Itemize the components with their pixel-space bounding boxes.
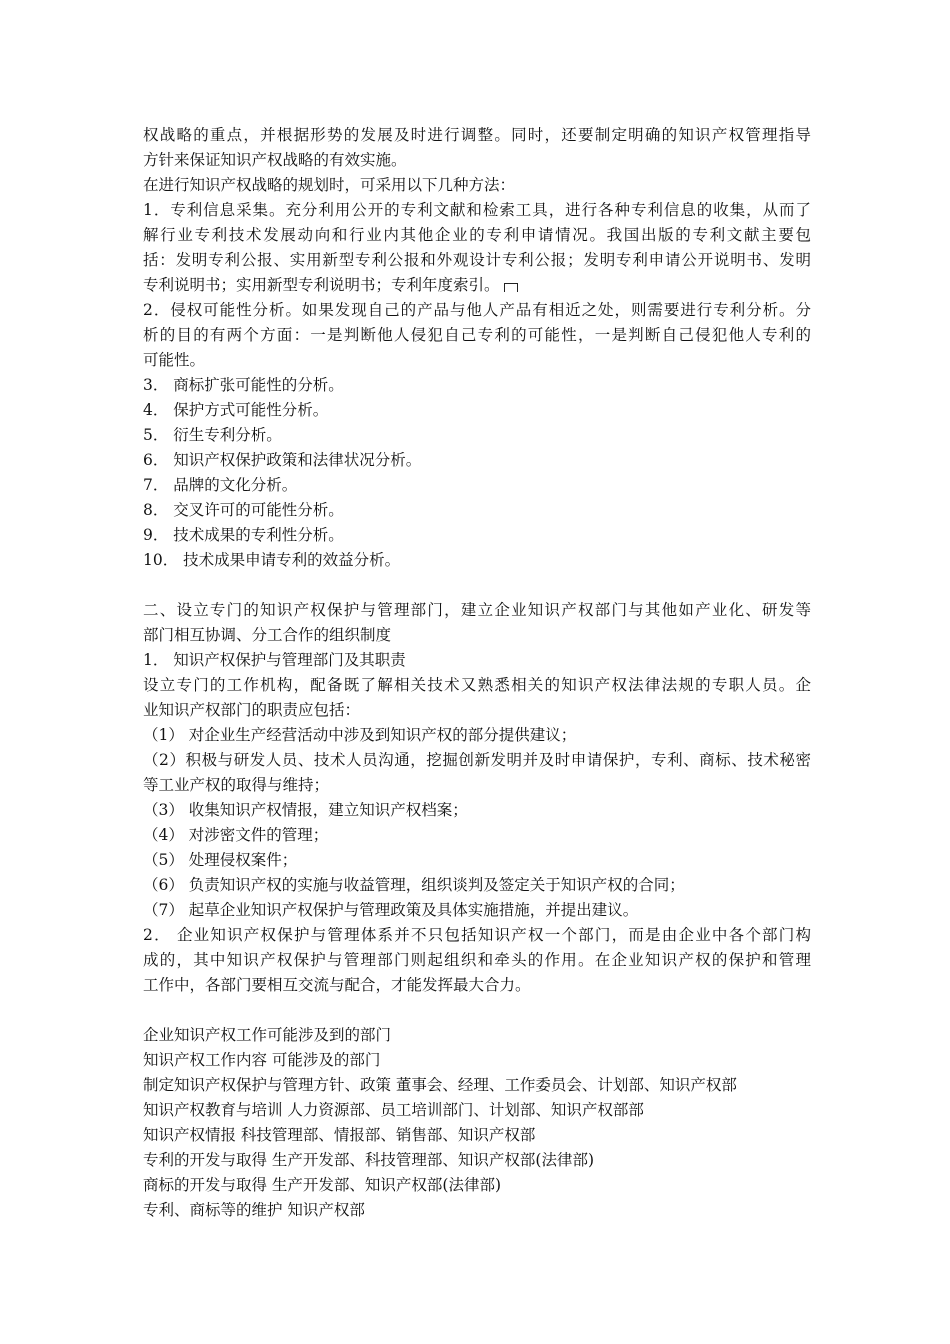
section-2-heading-line: 部门相互协调、分工合作的组织制度 (143, 626, 392, 644)
subsection-2-line: 工作中，各部门要相互交流与配合，才能发挥最大合力。 (143, 976, 531, 994)
duty-item-1: （1） 对企业生产经营活动中涉及到知识产权的部分提供建议； (143, 726, 577, 744)
duty-item-4: （4） 对涉密文件的管理； (143, 826, 329, 844)
method-item-5: 5． 衍生专利分析。 (143, 426, 282, 444)
table-row: 专利的开发与取得 生产开发部、科技管理部、知识产权部(法律部) (143, 1151, 595, 1169)
duty-item-2-line: 等工业产权的取得与维持； (143, 776, 330, 794)
subsection-2-line: 2． 企业知识产权保护与管理体系并不只包括知识产权一个部门，而是由企业中各个部门构 (143, 926, 811, 944)
subsection-1-title: 1． 知识产权保护与管理部门及其职责 (143, 651, 406, 669)
duty-item-2-line: （2）积极与研发人员、技术人员沟通，挖掘创新发明并及时申请保护，专利、商标、技术秘密 (143, 751, 811, 769)
table-row: 知识产权情报 科技管理部、情报部、销售部、知识产权部 (143, 1126, 536, 1144)
duty-item-3: （3） 收集知识产权情报，建立知识产权档案； (143, 801, 468, 819)
intro-line: 方针来保证知识产权战略的有效实施。 (143, 151, 407, 169)
duty-item-6: （6） 负责知识产权的实施与收益管理，组织谈判及签定关于知识产权的合同； (143, 876, 685, 894)
subsection-1-body-line: 业知识产权部门的职责应包括： (143, 701, 361, 719)
blank-line (143, 998, 811, 1023)
table-row: 知识产权教育与培训 人力资源部、员工培训部门、计划部、知识产权部部 (143, 1101, 644, 1119)
table-header: 知识产权工作内容 可能涉及的部门 (143, 1051, 381, 1069)
method-item-1-line (143, 273, 811, 298)
method-item-8: 8． 交叉许可的可能性分析。 (143, 501, 344, 519)
method-item-1-line: 解行业专利技术发展动向和行业内其他企业的专利申请情况。我国出版的专利文献主要包 (143, 226, 811, 244)
method-item-1-line: 1．专利信息采集。充分利用公开的专利文献和检索工具，进行各种专利信息的收集，从而了 (143, 201, 811, 219)
table-title: 企业知识产权工作可能涉及到的部门 (143, 1026, 392, 1044)
table-row: 专利、商标等的维护 知识产权部 (143, 1201, 365, 1219)
subsection-2-line: 成的，其中知识产权保护与管理部门则起组织和牵头的作用。在企业知识产权的保护和管理 (143, 951, 811, 969)
method-item-6: 6． 知识产权保护政策和法律状况分析。 (143, 451, 422, 469)
section-2-heading-line: 二、设立专门的知识产权保护与管理部门，建立企业知识产权部门与其他如产业化、研发等 (143, 601, 811, 619)
method-item-2-line: 可能性。 (143, 351, 206, 369)
method-item-9: 9． 技术成果的专利性分析。 (143, 526, 344, 544)
duty-item-5: （5） 处理侵权案件； (143, 851, 298, 869)
method-item-1-line: 括：发明专利公报、实用新型专利公报和外观设计专利公报；发明专利申请公开说明书、发明 (143, 251, 811, 269)
method-item-1-last-text: 专利说明书；实用新型专利说明书；专利年度索引。 (143, 276, 500, 294)
method-item-2-line: 2．侵权可能性分析。如果发现自己的产品与他人产品有相近之处，则需要进行专利分析。分 (143, 301, 811, 319)
document-page (143, 123, 811, 1223)
subsection-1-body-line: 设立专门的工作机构，配备既了解相关技术又熟悉相关的知识产权法律法规的专职人员。企 (143, 676, 811, 694)
table-row: 商标的开发与取得 生产开发部、知识产权部(法律部) (143, 1176, 502, 1194)
method-item-10: 10． 技术成果申请专利的效益分析。 (143, 551, 401, 569)
blank-line (143, 573, 811, 598)
methods-intro: 在进行知识产权战略的规划时，可采用以下几种方法： (143, 176, 516, 194)
intro-line: 权战略的重点，并根据形势的发展及时进行调整。同时，还要制定明确的知识产权管理指导 (143, 126, 811, 144)
method-item-4: 4． 保护方式可能性分析。 (143, 401, 329, 419)
method-item-2-line: 析的目的有两个方面：一是判断他人侵犯自己专利的可能性，一是判断自己侵犯他人专利的 (143, 326, 811, 344)
table-row: 制定知识产权保护与管理方针、政策 董事会、经理、工作委员会、计划部、知识产权部 (143, 1076, 737, 1094)
paragraph-mark-icon (504, 283, 518, 292)
method-item-3: 3． 商标扩张可能性的分析。 (143, 376, 344, 394)
method-item-7: 7． 品牌的文化分析。 (143, 476, 298, 494)
duty-item-7: （7） 起草企业知识产权保护与管理政策及具体实施措施，并提出建议。 (143, 901, 639, 919)
